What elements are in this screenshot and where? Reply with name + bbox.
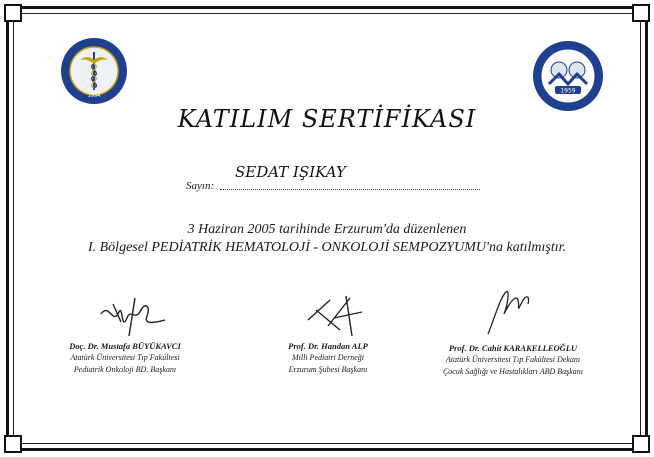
signatory-name: Prof. Dr. Cahit KARAKELLEOĞLU <box>448 343 578 353</box>
signatory-title: Milli Pediatri Derneği <box>292 353 364 362</box>
signatory-title: Atatürk Üniversitesi Tıp Fakültesi Dekanı <box>445 355 581 364</box>
signatory-block-1 <box>50 340 200 376</box>
right-logo-year: 1959 <box>560 87 576 95</box>
signatory-title: Atatürk Üniversitesi Tıp Fakültesi <box>70 353 180 362</box>
signatory-name: Prof. Dr. Handan ALP <box>288 341 368 351</box>
signature-2 <box>300 290 370 340</box>
event-date-line: 3 Haziran 2005 tarihinde Erzurum'da düzenlenen <box>187 222 467 237</box>
medical-faculty-logo <box>60 36 128 106</box>
corner-ornament-top-right <box>632 4 650 22</box>
signatory-title: Erzurum Şubesi Başkanı <box>288 365 368 374</box>
name-dotted-line <box>220 189 480 190</box>
signatory-title: Çocuk Sağlığı ve Hastalıkları ABD Başkanı <box>442 367 584 376</box>
signature-3 <box>478 284 538 342</box>
corner-ornament-bottom-right <box>632 435 650 453</box>
certificate-title: KATILIM SERTİFİKASI <box>177 105 477 133</box>
signatory-block-2 <box>258 340 398 376</box>
left-logo-year: 1954 <box>87 93 101 99</box>
event-name-line: I. Bölgesel PEDİATRİK HEMATOLOJİ - ONKOLOJİ SEMPOZYUMU'na katılmıştır. <box>87 240 567 255</box>
pediatrics-society-logo <box>527 40 609 112</box>
signatory-name: Doç. Dr. Mustafa BÜYÜKAVCI <box>69 341 181 351</box>
salutation-label: Sayın: <box>186 180 215 192</box>
corner-ornament-top-left <box>4 4 22 22</box>
signatory-block-3 <box>418 342 608 378</box>
recipient-name: SEDAT IŞIKAY <box>235 163 346 181</box>
signature-1 <box>95 292 175 340</box>
corner-ornament-bottom-left <box>4 435 22 453</box>
signatory-title: Pediatrik Onkoloji BD. Başkanı <box>73 365 177 374</box>
